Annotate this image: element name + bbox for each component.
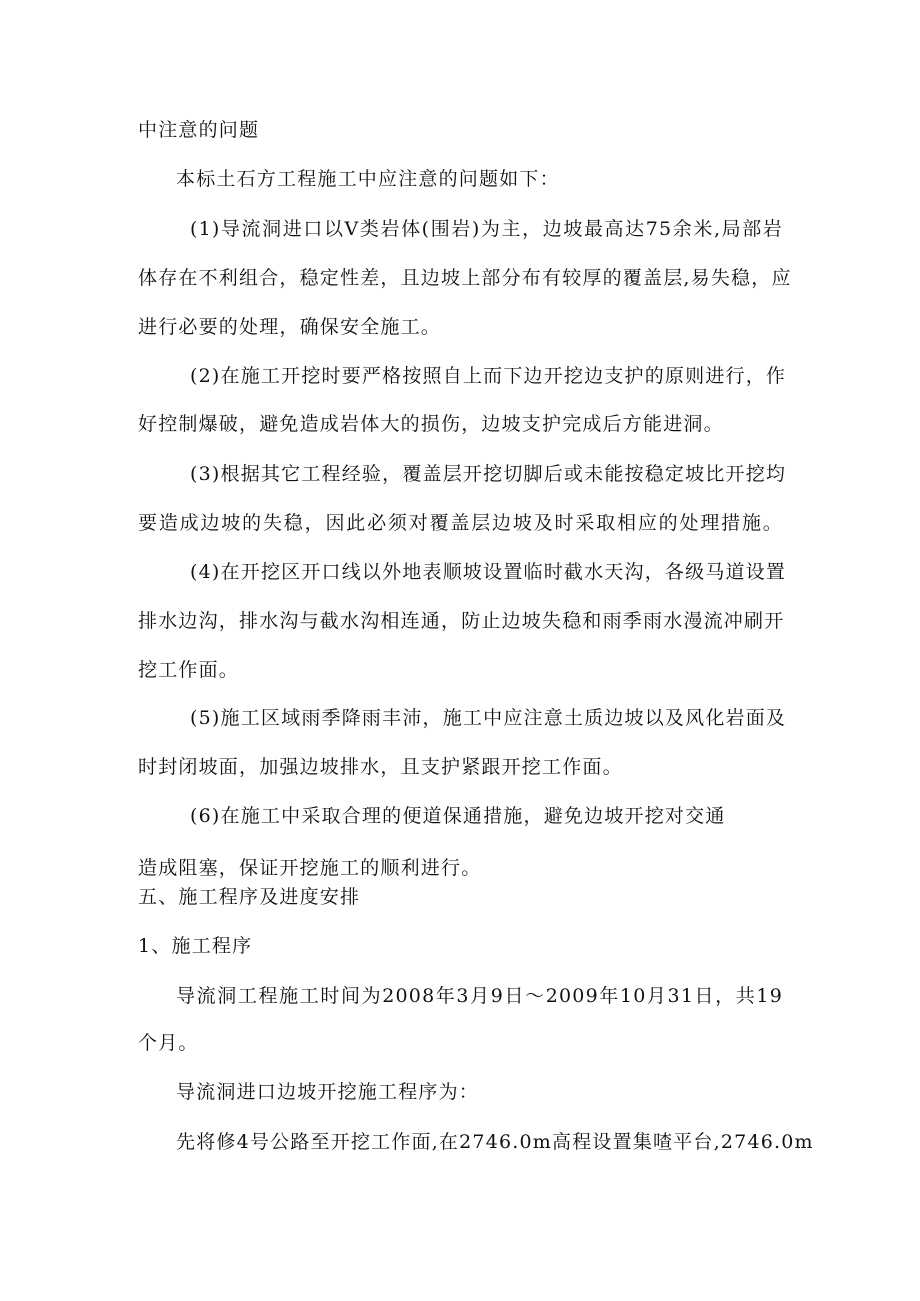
section-heading: 五、施工程序及进度安排 (138, 886, 361, 908)
text-line: 导流洞进口边坡开挖施工程序为： (176, 1081, 480, 1103)
text-line: (1)导流洞进口以Ⅴ类岩体(围岩)为主，边坡最高达75余米,局部岩 (190, 218, 783, 240)
text-line: 体存在不利组合，稳定性差，且边坡上部分布有较厚的覆盖层,易失稳，应 (138, 267, 792, 289)
text-line: (5)施工区域雨季降雨丰沛，施工中应注意土质边坡以及风化岩面及 (190, 707, 787, 729)
text-line: 进行必要的处理，确保安全施工。 (138, 316, 442, 338)
text-line: (6)在施工中采取合理的便道保通措施，避免边坡开挖对交通 (190, 805, 726, 827)
text-line: 挖工作面。 (138, 659, 240, 681)
text-line: (3)根据其它工程经验，覆盖层开挖切脚后或未能按稳定坡比开挖均 (190, 463, 787, 485)
text-line: 造成阻塞，保证开挖施工的顺利进行。 (138, 857, 482, 879)
text-line: 先将修4号公路至开挖工作面,在2746.0m高程设置集喳平台,2746.0m (176, 1131, 814, 1153)
text-line: 时封闭坡面，加强边坡排水，且支护紧跟开挖工作面。 (138, 756, 623, 778)
text-line: (4)在开挖区开口线以外地表顺坡设置临时截水天沟，各级马道设置 (190, 561, 787, 583)
text-line: 要造成边坡的失稳，因此必须对覆盖层边坡及时采取相应的处理措施。 (138, 512, 783, 534)
text-line: 排水边沟，排水沟与截水沟相连通，防止边坡失稳和雨季雨水漫流冲刷开 (138, 610, 785, 632)
text-line: 好控制爆破，避免造成岩体大的损伤，边坡支护完成后方能进洞。 (138, 413, 724, 435)
text-line: 个月。 (138, 1032, 199, 1054)
text-line: 导流洞工程施工时间为2008年3月9日～2009年10月31日，共19 (176, 985, 783, 1007)
text-line: (2)在施工开挖时要严格按照自上而下边开挖边支护的原则进行，作 (190, 365, 787, 387)
subsection-heading: 1、施工程序 (138, 935, 253, 957)
text-line: 本标土石方工程施工中应注意的问题如下： (176, 168, 560, 190)
text-line: 中注意的问题 (138, 119, 260, 141)
